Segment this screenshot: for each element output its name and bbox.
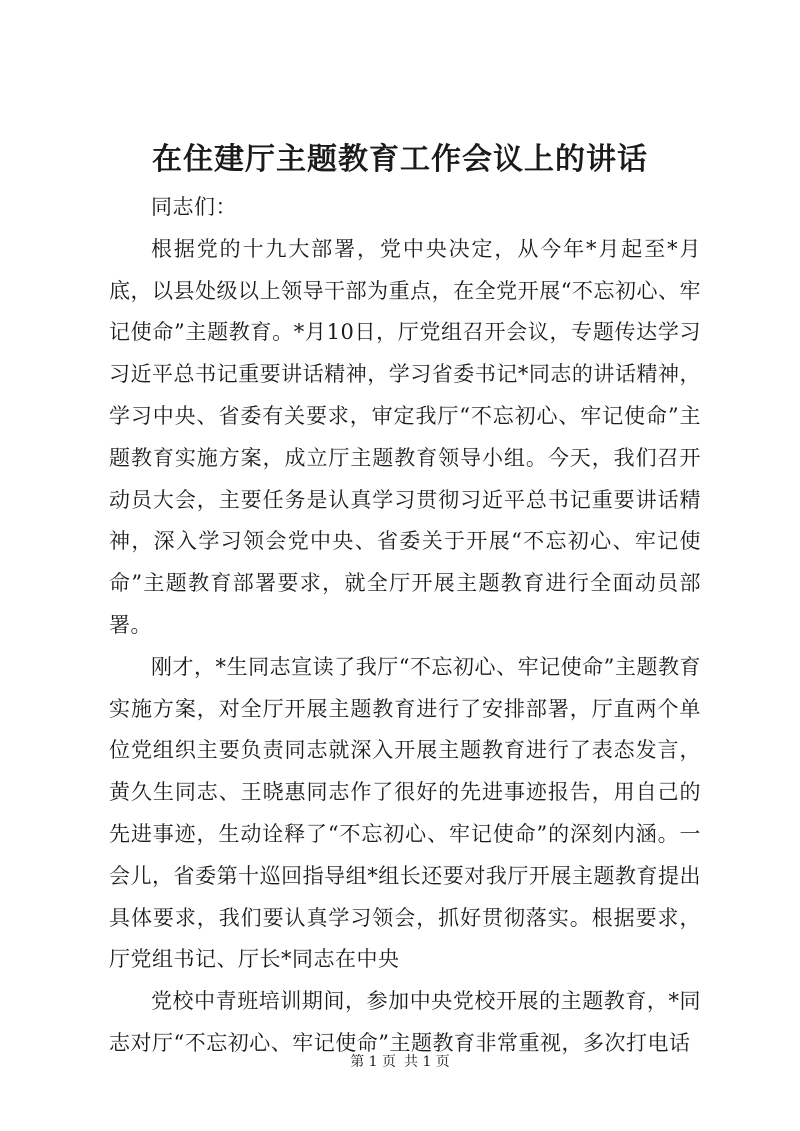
document-title: 在住建厅主题教育工作会议上的讲话 xyxy=(152,142,648,177)
page-number-total: 共 1 页 xyxy=(404,1054,450,1070)
paragraph-2: 刚才，*生同志宣读了我厅“不忘初心、牢记使命”主题教育实施方案，对全厅开展主题教育进行了安排部署，厅直两个单位党组织主要负责同志就深入开展主题教育进行了表态发言，黄久生同志、王晓惠同志作了很好的先进事迹报告，用自己的先进事迹，生动诠释了“不忘初心、牢记使命”的深刻内涵。一会儿，省委第十巡回指导组*组长还要对我厅开展主题教育提出具体要求，我们要认真学习领会，抓好贯彻落实。根据要求，厅党组书记、厅长*同志在中央 xyxy=(109,654,701,972)
document-body xyxy=(109,187,701,1065)
page-footer xyxy=(0,1052,800,1072)
paragraph-1: 根据党的十九大部署，党中央决定，从今年*月起至*月底，以县处级以上领导干部为重点，在全党开展“不忘初心、牢记使命”主题教育。*月10日，厅党组召开会议，专题传达学习习近平总书记重要讲话精神，学习省委书记*同志的讲话精神，学习中央、省委有关要求，审定我厅“不忘初心、牢记使命”主题教育实施方案，成立厅主题教育领导小组。今天，我们召开动员大会，主要任务是认真学习贯彻习近平总书记重要讲话精神，深入学习领会党中央、省委关于开展“不忘初心、牢记使命”主题教育部署要求，就全厅开展主题教育进行全面动员部署。 xyxy=(109,236,701,637)
greeting-line: 同志们： xyxy=(151,195,237,219)
paragraph-3: 党校中青班培训期间，参加中央党校开展的主题教育，*同志对厅“不忘初心、牢记使命”主题教育非常重视，多次打电话 xyxy=(109,989,701,1055)
page-number-current: 第 1 页 xyxy=(350,1054,396,1070)
